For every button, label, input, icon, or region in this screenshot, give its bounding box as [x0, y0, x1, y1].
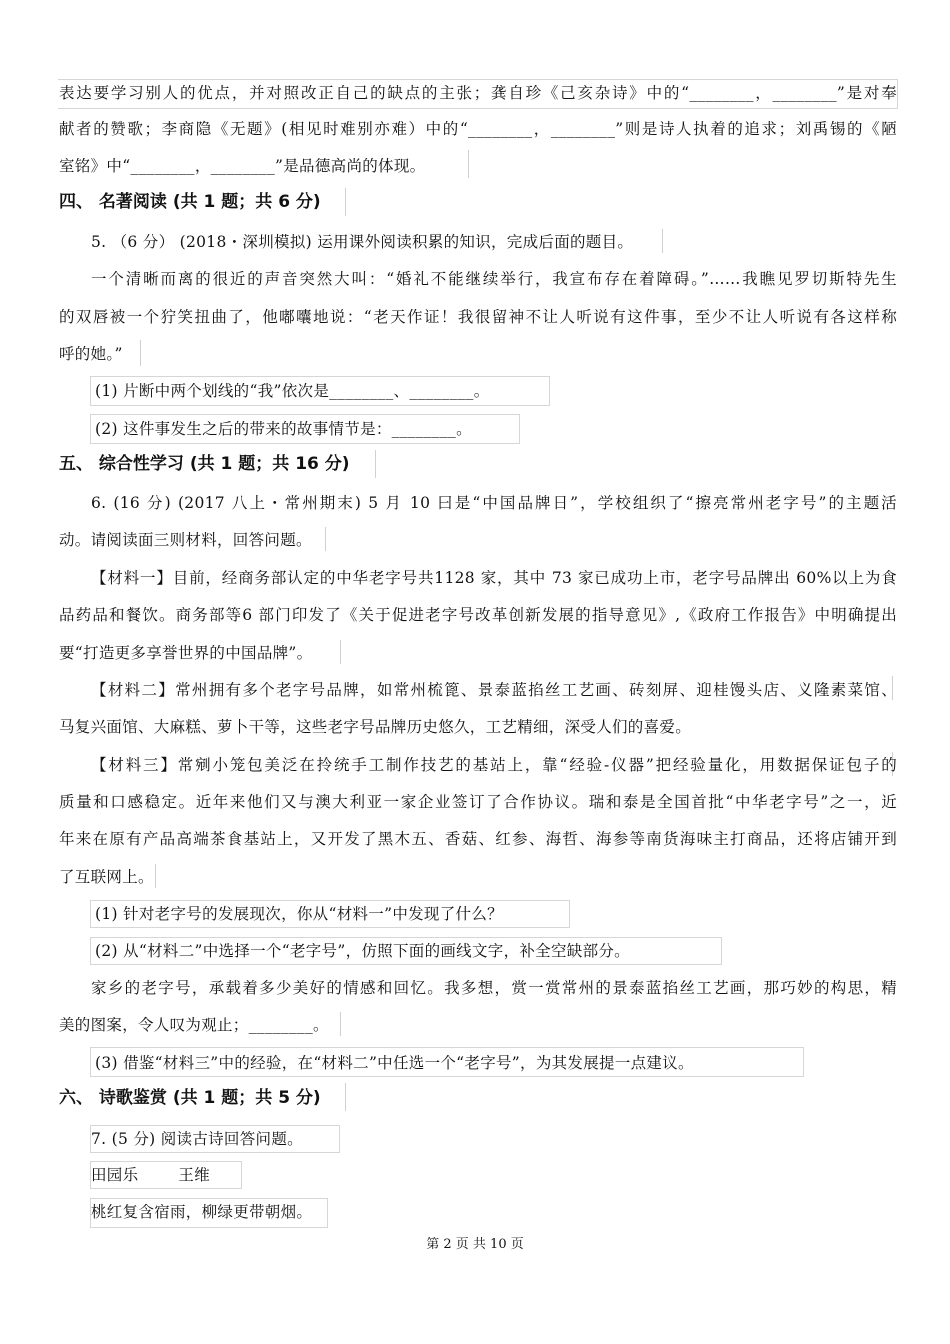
poem-line: 桃红复含宿雨，柳绿更带朝烟。	[91, 1203, 313, 1221]
line-frame	[345, 188, 346, 216]
line-frame	[155, 864, 156, 888]
line-frame	[325, 527, 326, 551]
material-line: 【材料二】常州拥有多个老字号品牌，如常州梳篦、景泰蓝掐丝工艺画、砖刻屏、迎桂馒头店、义隆素菜馆、	[91, 681, 897, 699]
material-line: 了互联网上。	[59, 868, 154, 886]
section-heading: 六、 诗歌鉴赏 (共 1 题；共 5 分)	[59, 1088, 321, 1108]
material-line: 【材料三】常剜小笼包美泛在拎统手工制作技艺的基站上，靠“经验-仪器”把经验量化，用数据保证包子的	[91, 756, 897, 774]
example-text-line: 家乡的老字号，承载着多少美好的情感和回忆。我多想，赏一赏常州的景泰蓝掐丝工艺画，那巧妙的构思，精	[91, 979, 897, 997]
sub-question: (2) 从“材料二”中选择一个“老字号”，仿照下面的画线文字，补全空缺部分。	[95, 942, 630, 960]
question-stem: 6. (16 分) (2017 八上・常州期末) 5 月 10 曰是“中国品牌日”，学校组织了“擦亮常州老字号”的主题活	[91, 494, 897, 512]
passage-line: 的双唇被一个狞笑扭曲了，他嘟囔地说：“老天作证！我很留神不让人听说有这件事，至少不让人听说有各这样称	[59, 308, 897, 326]
material-line: 品药品和餐饮。商务部等6 部门印发了《关于促进老字号改革创新发展的指导意见》,《政府工作报告》中明确提出	[59, 606, 897, 624]
line-frame	[375, 450, 376, 478]
material-line: 要“打造更多享誉世界的中国品牌”。	[59, 644, 313, 662]
page-footer: 第 2 页 共 10 页	[426, 1237, 524, 1252]
question-stem: 5. （6 分） (2018・深圳模拟) 运用课外阅读积累的知识，完成后面的题目。	[91, 233, 634, 251]
section-heading: 四、 名著阅读 (共 1 题；共 6 分)	[59, 192, 321, 212]
section-heading: 五、 综合性学习 (共 1 题；共 16 分)	[59, 454, 350, 474]
question-stem: 动。请阅读面三则材料，回答问题。	[59, 531, 312, 549]
sub-question: (2) 这件事发生之后的带来的故事情节是：________。	[95, 420, 472, 438]
line-frame	[340, 640, 341, 664]
poem-author: 王维	[178, 1166, 211, 1184]
material-line: 年来在原有产品高端茶食基站上，又开发了黑木五、香菇、红参、海哲、海参等南货海味主打商品，还将店铺开到	[59, 830, 897, 848]
passage-line: 一个清晰而离的很近的声音突然大叫：“婚礼不能继续举行，我宣布存在着障碍。”……我瞧见罗切斯特先生	[91, 270, 897, 288]
line-frame	[140, 340, 141, 366]
body-text-line: 献者的赞歌；李商隐《无题》(相见时难别亦难）中的“________，________”则是诗人执着的追求；刘禹锡的《陋	[59, 120, 897, 138]
question-stem: 7. (5 分) 阅读古诗回答问题。	[91, 1130, 303, 1148]
material-line: 【材料一】目前，经商务部认定的中华老字号共1128 家，其中 73 家已成功上市，老字号品牌出 60%以上为食	[91, 569, 897, 587]
body-text-line: 表达要学习别人的优点，并对照改正自己的缺点的主张；龚自珍《己亥杂诗》中的“________，________”是对奉	[59, 84, 897, 102]
sub-question: (3) 借鉴“材料三”中的经验，在“材料二”中任选一个“老字号”，为其发展提一点建议。	[95, 1054, 694, 1072]
example-text-line: 美的图案，令人叹为观止；________。	[59, 1016, 329, 1034]
line-frame	[340, 1012, 341, 1036]
sub-question: (1) 针对老字号的发展现次，你从“材料一”中发现了什么？	[95, 905, 503, 923]
body-text-line: 室铭》中“________，________”是品德高尚的体现。	[59, 157, 426, 175]
sub-question: (1) 片断中两个划线的“我”依次是________、________。	[95, 382, 490, 400]
line-frame	[662, 229, 663, 253]
line-frame	[345, 1083, 346, 1111]
line-frame	[468, 150, 469, 178]
poem-title: 田园乐	[91, 1166, 139, 1184]
material-line: 质量和口感稳定。近年来他们又与澳大利亚一家企业签订了合作协议。瑞和泰是全国首批“中华老字号”之一，近	[59, 793, 897, 811]
passage-line: 呼的她。”	[59, 345, 123, 363]
poem-heading	[91, 1164, 210, 1186]
material-line: 马复兴面馆、大麻糕、萝卜干等，这些老字号品牌历史悠久，工艺精细，深受人们的喜爱。	[59, 718, 692, 736]
